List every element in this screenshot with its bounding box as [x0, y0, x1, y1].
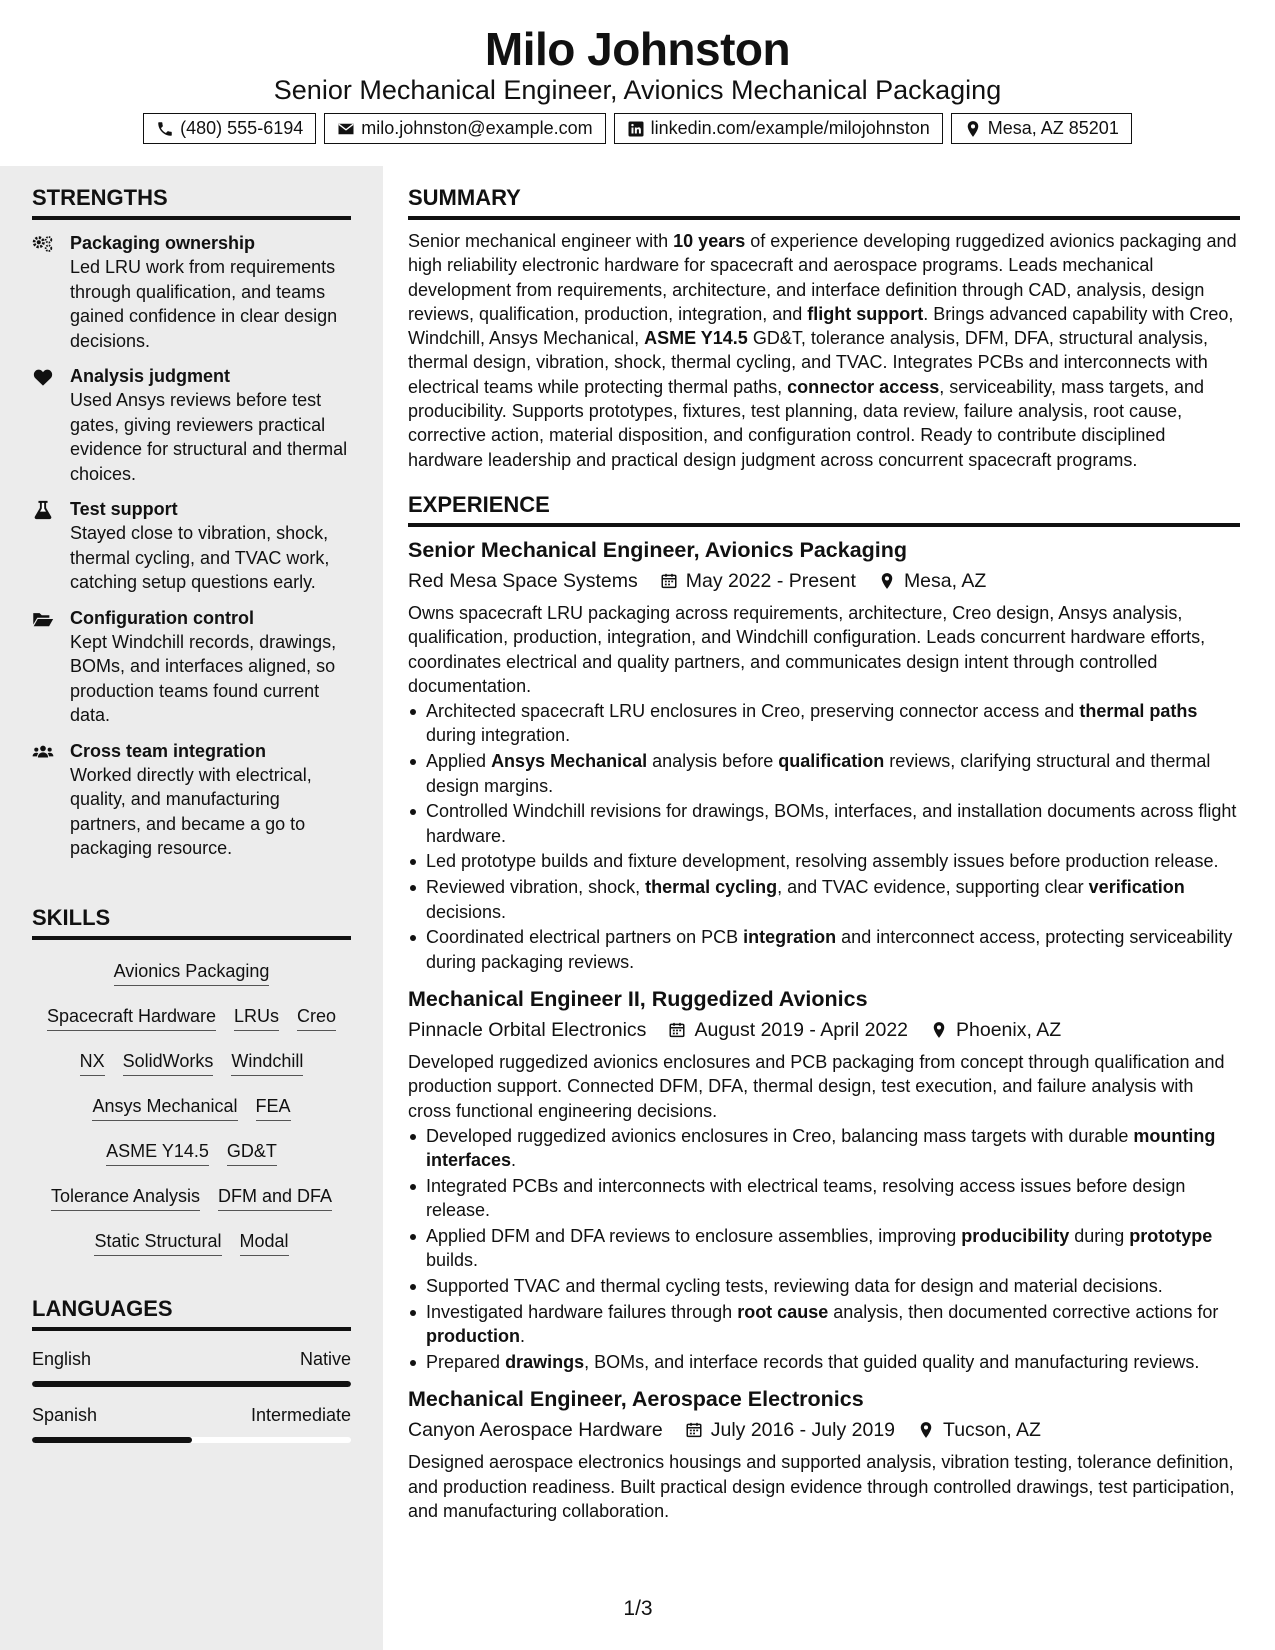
- job-dates: August 2019 - April 2022: [694, 1018, 909, 1041]
- skill-tag: LRUs: [234, 1004, 279, 1031]
- strength-title: Cross team integration: [70, 740, 267, 761]
- skill-tag: Avionics Packaging: [114, 959, 270, 986]
- strength-item: [32, 497, 351, 595]
- map-pin-icon: [917, 1421, 935, 1439]
- strengths-heading: STRENGTHS: [32, 184, 351, 220]
- job-description: Owns spacecraft LRU packaging across requirements, architecture, Creo design, Ansys analysis, qualification, production, integration, and Windchill configuration. Leads concurrent hardware efforts, coordinates electrical and quality partners, and communicates design intent through controlled documentation.: [408, 602, 1206, 696]
- job-company: Canyon Aerospace Hardware: [408, 1419, 663, 1442]
- skill-tag: ASME Y14.5: [106, 1139, 209, 1166]
- job-title: Mechanical Engineer II, Ruggedized Avionics: [408, 986, 868, 1011]
- contact-bar: [0, 113, 1275, 144]
- job-bullet: Developed ruggedized avionics enclosures in Creo, balancing mass targets with durable mounting interfaces.: [408, 1124, 1240, 1173]
- skill-tag: Spacecraft Hardware: [47, 1004, 216, 1031]
- contact-location-text: Mesa, AZ 85201: [987, 118, 1119, 138]
- main-content: [408, 166, 1240, 1523]
- job-bullets: [408, 699, 1240, 974]
- job-bullet: Controlled Windchill revisions for drawings, BOMs, interfaces, and installation documents across flight hardware.: [408, 799, 1240, 848]
- language-proficiency-fill: [32, 1381, 351, 1387]
- job-description: Designed aerospace electronics housings and supported analysis, vibration testing, tolerance definition, and production readiness. Built practical design evidence through controlled drawings, test participation, and manufacturing collaboration.: [408, 1452, 1235, 1521]
- job-list: [408, 535, 1240, 1523]
- job-meta: [408, 1015, 1240, 1045]
- strength-title: Test support: [70, 499, 178, 519]
- job-company: Pinnacle Orbital Electronics: [408, 1018, 647, 1041]
- job-bullet: Investigated hardware failures through root cause analysis, then documented corrective actions for production.: [408, 1300, 1240, 1349]
- strength-item: [32, 364, 351, 486]
- job-location: Tucson, AZ: [943, 1419, 1041, 1442]
- strength-text: Stayed close to vibration, shock, thermal cycling, and TVAC work, catching setup questions early.: [70, 523, 330, 592]
- skill-tag: Windchill: [231, 1049, 303, 1076]
- strength-text: Kept Windchill records, drawings, BOMs, and interfaces aligned, so production teams found current data.: [70, 631, 337, 725]
- skill-tag: FEA: [256, 1094, 291, 1121]
- strength-title: Configuration control: [70, 607, 254, 628]
- summary-heading: SUMMARY: [408, 184, 1240, 220]
- job-title: Senior Mechanical Engineer, Avionics Packaging: [408, 537, 908, 562]
- skills-heading: SKILLS: [32, 904, 351, 940]
- flask-icon: [32, 500, 54, 520]
- job-bullet: Applied Ansys Mechanical analysis before qualification reviews, clarifying structural and thermal design margins.: [408, 749, 1240, 798]
- language-item: [32, 1403, 351, 1443]
- contact-email[interactable]: [324, 113, 605, 144]
- language-level: Intermediate: [250, 1405, 351, 1425]
- contact-phone-text: (480) 555-6194: [180, 118, 304, 138]
- map-pin-icon: [930, 1021, 948, 1039]
- skill-row: [32, 1130, 351, 1175]
- language-proficiency-bar: [32, 1381, 351, 1387]
- language-proficiency-fill: [32, 1437, 192, 1443]
- language-name: Spanish: [32, 1405, 98, 1425]
- job-bullet: Integrated PCBs and interconnects with electrical teams, resolving access issues before design release.: [408, 1174, 1240, 1223]
- users-icon: [32, 742, 54, 762]
- calendar-icon: [685, 1421, 703, 1439]
- skill-tag: Ansys Mechanical: [92, 1094, 237, 1121]
- resume-header: [0, 0, 1275, 166]
- skill-tags: [32, 950, 351, 1265]
- linkedin-icon: [627, 120, 645, 138]
- strengths-section: [32, 184, 351, 861]
- language-name: English: [32, 1349, 92, 1369]
- job-entry: [408, 984, 1240, 1374]
- contact-linkedin-text: linkedin.com/example/milojohnston: [650, 118, 930, 138]
- summary-text: Senior mechanical engineer with 10 years of experience developing ruggedized avionics packaging and high reliability electronic hardware for spacecraft and aerospace programs. Leads mechanical development from requirements, architecture, and interface definition through CAD, analysis, design reviews, qualification, production, integration, and flight support. Brings advanced capability with Creo, Windchill, Ansys Mechanical, ASME Y14.5 GD&T, tolerance analysis, DFM, DFA, structural analysis, thermal design, vibration, shock, thermal cycling, and TVAC. Integrates PCBs and interconnects with electrical teams while protecting thermal paths, connector access, serviceability, mass targets, and producibility. Supports prototypes, fixtures, test planning, data review, failure analysis, root cause, corrective action, material disposition, and configuration control. Ready to contribute disciplined hardware leadership and practical design judgment across concurrent spacecraft programs.: [408, 231, 1237, 470]
- language-level: Native: [299, 1349, 351, 1369]
- skill-row: [32, 1175, 351, 1220]
- language-proficiency-bar: [32, 1437, 351, 1443]
- candidate-name: Milo Johnston: [484, 23, 791, 75]
- skill-row: [32, 1085, 351, 1130]
- strength-item: [32, 606, 351, 728]
- job-dates: July 2016 - July 2019: [710, 1419, 896, 1442]
- gears-icon: [32, 234, 54, 254]
- strength-item: [32, 231, 351, 353]
- skill-tag: Modal: [240, 1229, 289, 1256]
- contact-location[interactable]: [951, 113, 1132, 144]
- skill-tag: GD&T: [227, 1139, 277, 1166]
- heart-icon: [32, 367, 54, 387]
- strength-text: Used Ansys reviews before test gates, giving reviewers practical evidence for structural and thermal choices.: [70, 390, 348, 484]
- job-bullet: Reviewed vibration, shock, thermal cycling, and TVAC evidence, supporting clear verification decisions.: [408, 875, 1240, 924]
- skill-tag: Tolerance Analysis: [51, 1184, 200, 1211]
- skill-row: [32, 1040, 351, 1085]
- strength-title: Analysis judgment: [70, 366, 231, 386]
- envelope-icon: [337, 120, 355, 138]
- job-bullets: [408, 1124, 1240, 1374]
- candidate-title: Senior Mechanical Engineer, Avionics Mechanical Packaging: [273, 75, 1002, 105]
- summary-section: [408, 184, 1240, 472]
- job-company: Red Mesa Space Systems: [408, 569, 638, 592]
- skill-row: [32, 1220, 351, 1265]
- page-number: 1/3: [623, 1597, 653, 1620]
- job-entry: [408, 535, 1240, 974]
- contact-linkedin[interactable]: [614, 113, 943, 144]
- experience-heading: EXPERIENCE: [408, 491, 1240, 527]
- language-item: [32, 1347, 351, 1387]
- skill-row: [32, 995, 351, 1040]
- map-pin-icon: [878, 572, 896, 590]
- languages-heading: LANGUAGES: [32, 1295, 351, 1331]
- contact-phone[interactable]: [143, 113, 316, 144]
- job-location: Phoenix, AZ: [956, 1018, 1062, 1041]
- skills-section: [32, 904, 351, 1265]
- calendar-icon: [660, 572, 678, 590]
- job-meta: [408, 566, 1240, 596]
- job-bullet: Architected spacecraft LRU enclosures in Creo, preserving connector access and thermal paths during integration.: [408, 699, 1240, 748]
- strength-text: Led LRU work from requirements through qualification, and teams gained confidence in clear design decisions.: [70, 257, 338, 351]
- skill-tag: Creo: [297, 1004, 336, 1031]
- job-bullet: Led prototype builds and fixture development, resolving assembly issues before production release.: [408, 849, 1240, 873]
- folder-open-icon: [32, 609, 54, 629]
- experience-section: [408, 491, 1240, 1523]
- job-location: Mesa, AZ: [903, 569, 987, 592]
- calendar-icon: [668, 1021, 686, 1039]
- strength-item: [32, 739, 351, 861]
- sidebar: [0, 166, 383, 1650]
- job-dates: May 2022 - Present: [685, 569, 856, 592]
- contact-email-text: milo.johnston@example.com: [361, 118, 593, 138]
- job-entry: [408, 1384, 1240, 1523]
- job-title: Mechanical Engineer, Aerospace Electronics: [408, 1387, 864, 1412]
- skill-tag: DFM and DFA: [218, 1184, 332, 1211]
- skill-tag: NX: [80, 1049, 105, 1076]
- map-pin-icon: [964, 120, 982, 138]
- skill-tag: SolidWorks: [123, 1049, 214, 1076]
- job-bullet: Supported TVAC and thermal cycling tests, reviewing data for design and material decisions.: [408, 1274, 1240, 1298]
- strength-title: Packaging ownership: [70, 233, 256, 253]
- job-bullet: Coordinated electrical partners on PCB integration and interconnect access, protecting serviceability during packaging reviews.: [408, 925, 1240, 974]
- job-bullet: Prepared drawings, BOMs, and interface records that guided quality and manufacturing reviews.: [408, 1350, 1240, 1374]
- languages-section: [32, 1295, 351, 1443]
- job-bullet: Applied DFM and DFA reviews to enclosure assemblies, improving producibility during prototype builds.: [408, 1224, 1240, 1273]
- job-description: Developed ruggedized avionics enclosures and PCB packaging from concept through qualification and production support. Connected DFM, DFA, thermal design, test execution, and failure analysis with cross functional engineering decisions.: [408, 1051, 1225, 1121]
- strength-text: Worked directly with electrical, quality, and manufacturing partners, and became a go to packaging resource.: [70, 764, 312, 858]
- skill-tag: Static Structural: [94, 1229, 221, 1256]
- phone-icon: [156, 120, 174, 138]
- job-meta: [408, 1415, 1240, 1445]
- skill-row: [32, 950, 351, 995]
